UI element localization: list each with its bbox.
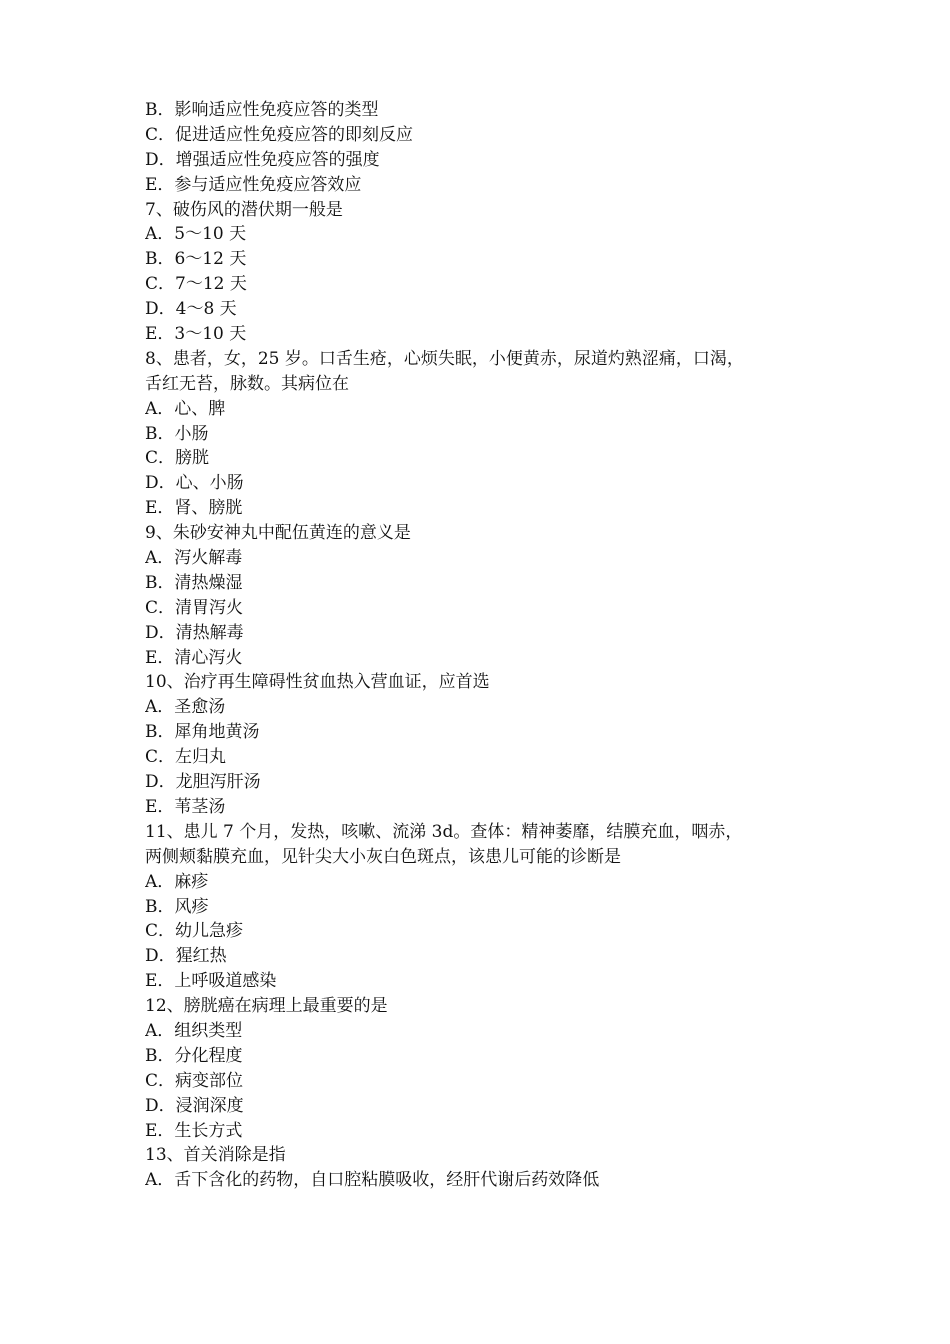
question-title: 10、治疗再生障碍性贫血热入营血证，应首选	[145, 672, 490, 693]
option-line: A．麻疹	[145, 871, 209, 892]
option-line: C．幼儿急疹	[145, 921, 244, 942]
option-line: B．风疹	[145, 896, 209, 917]
question-title: 11、患儿 7 个月，发热，咳嗽、流涕 3d。查体：精神萎靡，结膜充血，咽赤，	[145, 821, 743, 842]
document-text	[145, 98, 815, 1193]
text-line: C．促进适应性免疫应答的即刻反应	[145, 124, 414, 145]
option-line: B．6～12 天	[145, 249, 247, 270]
option-line: C．7～12 天	[145, 274, 247, 295]
question-title: 8、患者，女，25 岁。口舌生疮，心烦失眠，小便黄赤，尿道灼熟涩痛，口渴，	[145, 348, 744, 369]
text-line: B．影响适应性免疫应答的类型	[145, 100, 379, 120]
option-line: C．左归丸	[145, 747, 227, 768]
option-line: D．龙胆泻肝汤	[145, 772, 261, 793]
option-line: D．4～8 天	[145, 299, 237, 320]
option-line: C．清胃泻火	[145, 597, 244, 618]
option-line: D．心、小肠	[145, 473, 244, 494]
option-line: E．肾、膀胱	[145, 498, 243, 519]
question-title: 13、首关消除是指	[145, 1145, 286, 1166]
text-line: E．参与适应性免疫应答效应	[145, 174, 362, 195]
option-line: A．泻火解毒	[145, 548, 243, 569]
question-title-continued: 舌红无苔，脉数。其病位在	[145, 373, 349, 394]
option-line: A．组织类型	[145, 1020, 243, 1041]
option-line: E．上呼吸道感染	[145, 971, 277, 992]
option-line: B．犀角地黄汤	[145, 722, 260, 743]
option-line: C．膀胱	[145, 448, 210, 469]
option-line: B．小肠	[145, 423, 209, 444]
option-line: D．猩红热	[145, 946, 227, 967]
option-line: A．圣愈汤	[145, 697, 226, 718]
question-title-continued: 两侧颊黏膜充血，见针尖大小灰白色斑点，该患儿可能的诊断是	[145, 846, 621, 867]
question-title: 7、破伤风的潜伏期一般是	[145, 199, 343, 220]
option-line: A．5～10 天	[145, 224, 247, 245]
option-line: E．生长方式	[145, 1120, 243, 1141]
text-line: D．增强适应性免疫应答的强度	[145, 149, 380, 170]
option-line: D．浸润深度	[145, 1095, 244, 1116]
option-line: D．清热解毒	[145, 622, 244, 643]
question-title: 9、朱砂安神丸中配伍黄连的意义是	[145, 523, 411, 544]
option-line: A．舌下含化的药物，自口腔粘膜吸收，经肝代谢后药效降低	[145, 1170, 600, 1191]
option-line: A．心、脾	[145, 398, 226, 419]
question-title: 12、膀胱癌在病理上最重要的是	[145, 996, 388, 1017]
option-line: B．清热燥湿	[145, 572, 243, 593]
option-line: B．分化程度	[145, 1045, 243, 1066]
option-line: E．3～10 天	[145, 324, 247, 345]
option-line: C．病变部位	[145, 1070, 244, 1091]
option-line: E．苇茎汤	[145, 796, 226, 817]
option-line: E．清心泻火	[145, 647, 243, 668]
